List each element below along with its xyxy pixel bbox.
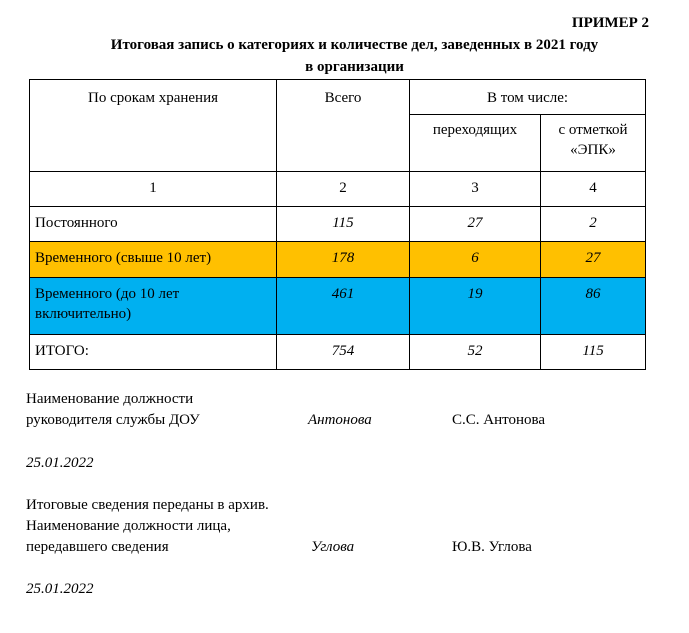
column-number-1: 1	[30, 172, 277, 207]
column-number-3: 3	[410, 172, 541, 207]
row-temp-upto10-total: 461	[277, 278, 410, 335]
cases-summary-table	[29, 79, 646, 370]
row-temp-upto10-label-line2: включительно)	[35, 306, 132, 322]
row-permanent-transit: 27	[410, 207, 541, 242]
row-temp-upto10-epk: 86	[541, 278, 646, 335]
row-total-epk: 115	[541, 335, 646, 370]
column-number-2: 2	[277, 172, 410, 207]
row-temp-upto10-transit: 19	[410, 278, 541, 335]
sig2-signature: Углова	[311, 539, 355, 555]
sig1-position-line2: руководителя службы ДОУ	[26, 412, 200, 428]
sig2-line3: передавшего сведения	[26, 539, 169, 555]
column-number-4: 4	[541, 172, 646, 207]
sig2-line1: Итоговые сведения переданы в архив.	[26, 497, 269, 513]
document-title: Итоговая запись о категориях и количестве дел, заведенных в 2021 году	[110, 37, 599, 53]
example-label: ПРИМЕР 2	[571, 15, 649, 31]
sig1-signature: Антонова	[308, 412, 372, 428]
sig1-name: С.С. Антонова	[452, 412, 546, 428]
row-total-label: ИТОГО:	[30, 335, 277, 370]
header-including: В том числе:	[410, 80, 646, 115]
row-total-transit: 52	[410, 335, 541, 370]
sig2-line2: Наименование должности лица,	[26, 518, 231, 534]
sig1-position-line1: Наименование должности	[26, 391, 194, 407]
sig2-name: Ю.В. Углова	[452, 539, 532, 555]
header-epk	[541, 115, 646, 172]
sig2-date: 25.01.2022	[26, 581, 94, 597]
row-temp-over10-total: 178	[277, 242, 410, 278]
row-temp-upto10-label-line1: Временного (до 10 лет	[35, 286, 180, 302]
header-epk-line1: с отметкой	[558, 122, 628, 138]
header-transit: переходящих	[410, 115, 541, 172]
row-total-total: 754	[277, 335, 410, 370]
sig1-date: 25.01.2022	[26, 455, 94, 471]
row-temp-over10-epk: 27	[541, 242, 646, 278]
row-permanent-epk: 2	[541, 207, 646, 242]
row-temp-over10-label: Временного (свыше 10 лет)	[30, 242, 277, 278]
header-storage: По срокам хранения	[30, 80, 277, 172]
row-permanent-label: Постоянного	[30, 207, 277, 242]
row-temp-upto10-label	[30, 278, 277, 335]
document-title-line2: в организации	[305, 59, 404, 75]
header-epk-line2: «ЭПК»	[570, 142, 616, 158]
row-permanent-total: 115	[277, 207, 410, 242]
header-total: Всего	[277, 80, 410, 172]
row-temp-over10-transit: 6	[410, 242, 541, 278]
